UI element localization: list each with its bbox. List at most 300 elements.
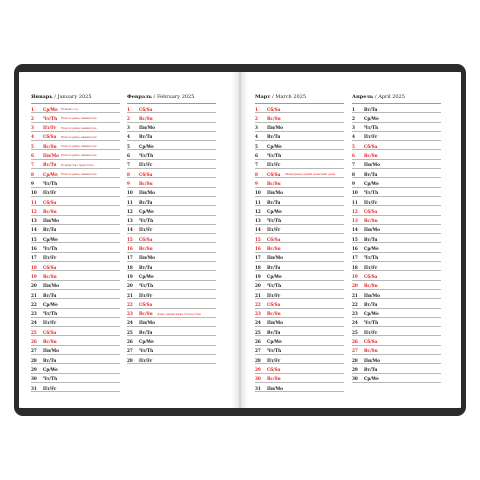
day-number: 11 <box>255 199 261 205</box>
day-number: 13 <box>127 218 133 224</box>
day-number: 20 <box>352 283 358 289</box>
day-row[interactable] <box>255 299 344 308</box>
weekday-label: Пт/Fr <box>43 320 57 326</box>
day-number: 2 <box>352 115 355 121</box>
day-row[interactable] <box>31 197 120 206</box>
weekday-label: Вс/Su <box>267 180 281 186</box>
day-row[interactable] <box>31 178 120 187</box>
weekday-label: Ср/We <box>139 339 154 345</box>
weekday-label: Пн/Mo <box>267 255 283 261</box>
weekday-label: Вт/Tu <box>364 301 378 307</box>
day-row[interactable] <box>255 150 344 159</box>
day-row[interactable] <box>255 374 344 383</box>
day-number: 7 <box>31 162 34 168</box>
day-row[interactable] <box>127 206 216 215</box>
day-number: 27 <box>127 348 133 354</box>
day-number: 29 <box>31 366 37 372</box>
day-row[interactable] <box>31 355 120 364</box>
weekday-label: Пн/Mo <box>139 320 155 326</box>
day-row[interactable] <box>31 123 120 132</box>
weekday-label: Вт/Tu <box>267 329 281 335</box>
holiday-note: Новый год <box>61 107 78 111</box>
weekday-label: Сб/Sa <box>267 236 281 242</box>
day-row[interactable] <box>255 290 344 299</box>
day-row[interactable] <box>127 327 216 336</box>
day-row[interactable] <box>352 169 441 178</box>
weekday-label: Сб/Sa <box>43 264 57 270</box>
day-row[interactable] <box>352 299 441 308</box>
month-header: Январь / January 2025 <box>31 93 120 104</box>
day-row[interactable] <box>352 188 441 197</box>
weekday-label: Вс/Su <box>267 246 281 252</box>
day-row[interactable] <box>31 364 120 373</box>
day-number: 26 <box>352 339 358 345</box>
holiday-note: Рождество Христово <box>61 162 94 167</box>
holiday-note: День защитника Отечества <box>157 311 201 316</box>
day-row[interactable] <box>31 141 120 150</box>
day-number: 6 <box>31 153 34 159</box>
day-number: 5 <box>127 143 130 149</box>
weekday-label: Вс/Su <box>364 218 378 224</box>
day-row[interactable] <box>255 104 344 113</box>
day-row[interactable] <box>127 141 216 150</box>
weekday-label: Вс/Su <box>267 376 281 382</box>
day-row[interactable] <box>352 206 441 215</box>
day-number: 28 <box>352 357 358 363</box>
day-number: 16 <box>352 246 358 252</box>
day-number: 12 <box>127 208 133 214</box>
day-row[interactable] <box>127 299 216 308</box>
weekday-label: Сб/Sa <box>139 301 153 307</box>
weekday-label: Пн/Mo <box>267 385 283 391</box>
day-row[interactable] <box>127 225 216 234</box>
weekday-label: Чт/Th <box>139 283 154 289</box>
day-row[interactable] <box>31 243 120 252</box>
day-number: 29 <box>352 366 358 372</box>
day-number: 28 <box>127 357 133 363</box>
day-row[interactable] <box>31 104 120 113</box>
day-number: 20 <box>255 283 261 289</box>
day-row[interactable] <box>31 132 120 141</box>
weekday-label: Вт/Tu <box>267 134 281 140</box>
day-number: 28 <box>255 357 261 363</box>
weekday-label: Вс/Su <box>43 339 57 345</box>
weekday-label: Ср/We <box>43 236 58 242</box>
day-row[interactable] <box>31 225 120 234</box>
weekday-label: Вс/Su <box>139 115 153 121</box>
day-row[interactable] <box>352 104 441 113</box>
day-number: 7 <box>127 162 130 168</box>
weekday-label: Пт/Fr <box>267 292 281 298</box>
day-row[interactable] <box>255 243 344 252</box>
month-february <box>127 93 216 364</box>
weekday-label: Пт/Fr <box>364 134 378 140</box>
day-number: 9 <box>352 180 355 186</box>
day-number: 21 <box>31 292 37 298</box>
day-row[interactable] <box>31 271 120 280</box>
day-number: 27 <box>31 348 37 354</box>
day-row[interactable] <box>127 132 216 141</box>
weekday-label: Пт/Fr <box>267 162 281 168</box>
weekday-label: Ср/We <box>364 115 379 121</box>
day-row[interactable] <box>352 374 441 383</box>
day-row[interactable] <box>127 253 216 262</box>
day-number: 19 <box>255 273 261 279</box>
day-row[interactable] <box>255 113 344 122</box>
day-number: 16 <box>127 246 133 252</box>
weekday-label: Пн/Mo <box>364 292 380 298</box>
day-row[interactable] <box>352 160 441 169</box>
weekday-label: Вт/Tu <box>43 227 57 233</box>
day-number: 19 <box>31 273 37 279</box>
day-number: 22 <box>127 301 133 307</box>
weekday-label: Сб/Sa <box>267 366 281 372</box>
weekday-label: Пн/Mo <box>139 190 155 196</box>
month-name: Январь <box>31 94 53 100</box>
month-name-en: January 2025 <box>57 94 92 100</box>
day-number: 22 <box>255 301 261 307</box>
day-row[interactable] <box>127 150 216 159</box>
weekday-label: Чт/Th <box>364 125 379 131</box>
day-row[interactable] <box>352 123 441 132</box>
weekday-label: Пн/Mo <box>364 357 380 363</box>
day-row[interactable] <box>127 281 216 290</box>
day-row[interactable] <box>255 206 344 215</box>
day-row[interactable] <box>31 309 120 318</box>
day-number: 30 <box>255 376 261 382</box>
day-number: 1 <box>127 106 130 112</box>
weekday-label: Сб/Sa <box>267 171 281 177</box>
day-row[interactable] <box>127 336 216 345</box>
day-row[interactable] <box>255 327 344 336</box>
day-number: 2 <box>127 115 130 121</box>
day-number: 12 <box>255 208 261 214</box>
day-row[interactable] <box>31 374 120 383</box>
day-number: 11 <box>352 199 358 205</box>
holiday-note: Новогодние каникулы <box>61 116 97 121</box>
day-row[interactable] <box>352 364 441 373</box>
weekday-label: Вт/Tu <box>139 329 153 335</box>
day-number: 10 <box>127 190 133 196</box>
weekday-label: Ср/We <box>139 208 154 214</box>
day-number: 13 <box>255 218 261 224</box>
day-row[interactable] <box>255 169 344 178</box>
weekday-label: Вт/Tu <box>139 264 153 270</box>
day-row[interactable] <box>31 318 120 327</box>
day-row[interactable] <box>352 178 441 187</box>
day-row[interactable] <box>127 188 216 197</box>
day-row[interactable] <box>255 336 344 345</box>
day-number: 25 <box>31 329 37 335</box>
day-row[interactable] <box>31 346 120 355</box>
day-row[interactable] <box>352 318 441 327</box>
day-number: 27 <box>255 348 261 354</box>
day-row[interactable] <box>352 243 441 252</box>
weekday-label: Сб/Sa <box>364 143 378 149</box>
day-number: 18 <box>31 264 37 270</box>
day-row[interactable] <box>255 160 344 169</box>
weekday-label: Пт/Fr <box>267 227 281 233</box>
day-number: 10 <box>352 190 358 196</box>
day-number: 15 <box>352 236 358 242</box>
weekday-label: Сб/Sa <box>139 106 153 112</box>
weekday-label: Пт/Fr <box>267 357 281 363</box>
day-row[interactable] <box>352 216 441 225</box>
weekday-label: Пт/Fr <box>43 190 57 196</box>
day-row[interactable] <box>31 327 120 336</box>
day-number: 18 <box>255 264 261 270</box>
day-row[interactable] <box>255 355 344 364</box>
weekday-label: Ср/We <box>139 143 154 149</box>
day-row[interactable] <box>31 336 120 345</box>
day-row[interactable] <box>352 271 441 280</box>
weekday-label: Вт/Tu <box>139 134 153 140</box>
day-number: 3 <box>31 125 34 131</box>
day-row[interactable] <box>127 113 216 122</box>
day-row[interactable] <box>31 290 120 299</box>
day-row[interactable] <box>255 364 344 373</box>
day-row[interactable] <box>352 290 441 299</box>
day-number: 4 <box>352 134 355 140</box>
day-number: 15 <box>255 236 261 242</box>
day-row[interactable] <box>255 309 344 318</box>
day-number: 3 <box>352 125 355 131</box>
day-row[interactable] <box>31 281 120 290</box>
weekday-label: Чт/Th <box>43 180 58 186</box>
day-row[interactable] <box>352 141 441 150</box>
weekday-label: Ср/We <box>43 171 58 177</box>
day-row[interactable] <box>127 346 216 355</box>
day-row[interactable] <box>352 132 441 141</box>
weekday-label: Сб/Sa <box>43 199 57 205</box>
day-row[interactable] <box>352 234 441 243</box>
day-row[interactable] <box>255 197 344 206</box>
day-row[interactable] <box>255 262 344 271</box>
weekday-label: Чт/Th <box>43 376 58 382</box>
day-row[interactable] <box>31 150 120 159</box>
day-number: 19 <box>352 273 358 279</box>
day-number: 13 <box>352 218 358 224</box>
day-row[interactable] <box>255 123 344 132</box>
day-number: 8 <box>352 171 355 177</box>
weekday-label: Пт/Fr <box>139 227 153 233</box>
day-row[interactable] <box>127 355 216 364</box>
day-number: 12 <box>352 208 358 214</box>
day-row[interactable] <box>255 132 344 141</box>
month-name: Март <box>255 94 271 100</box>
weekday-label: Пн/Mo <box>267 190 283 196</box>
day-row[interactable] <box>255 271 344 280</box>
day-row[interactable] <box>31 113 120 122</box>
day-row[interactable] <box>127 318 216 327</box>
weekday-label: Вт/Tu <box>364 106 378 112</box>
weekday-label: Вс/Su <box>139 246 153 252</box>
weekday-label: Ср/We <box>267 273 282 279</box>
day-row[interactable] <box>127 234 216 243</box>
weekday-label: Ср/We <box>139 273 154 279</box>
day-row[interactable] <box>255 225 344 234</box>
day-number: 6 <box>255 153 258 159</box>
holiday-note: Новогодние каникулы <box>61 134 97 139</box>
weekday-label: Сб/Sa <box>364 208 378 214</box>
day-row[interactable] <box>352 355 441 364</box>
day-row[interactable] <box>352 309 441 318</box>
day-number: 1 <box>352 106 355 112</box>
day-row[interactable] <box>352 281 441 290</box>
day-row[interactable] <box>127 309 216 318</box>
day-number: 3 <box>255 125 258 131</box>
weekday-label: Чт/Th <box>267 153 282 159</box>
day-number: 12 <box>31 208 37 214</box>
day-row[interactable] <box>127 290 216 299</box>
weekday-label: Пн/Mo <box>43 348 59 354</box>
weekday-label: Чт/Th <box>364 320 379 326</box>
page-gutter <box>232 72 248 408</box>
day-number: 29 <box>255 366 261 372</box>
day-number: 7 <box>255 162 258 168</box>
weekday-label: Вт/Tu <box>43 292 57 298</box>
month-name: Февраль <box>127 94 153 100</box>
day-row[interactable] <box>352 253 441 262</box>
day-number: 8 <box>127 171 130 177</box>
weekday-label: Вт/Tu <box>364 236 378 242</box>
day-row[interactable] <box>255 253 344 262</box>
day-row[interactable] <box>127 197 216 206</box>
day-row[interactable] <box>127 104 216 113</box>
weekday-label: Ср/We <box>267 339 282 345</box>
day-row[interactable] <box>31 262 120 271</box>
day-row[interactable] <box>255 178 344 187</box>
day-number: 2 <box>31 115 34 121</box>
day-row[interactable] <box>352 262 441 271</box>
weekday-label: Сб/Sa <box>43 134 57 140</box>
weekday-label: Сб/Sa <box>139 236 153 242</box>
holiday-note: Новогодние каникулы <box>61 172 97 177</box>
weekday-label: Чт/Th <box>43 311 58 317</box>
weekday-label: Пн/Mo <box>43 218 59 224</box>
month-january <box>31 93 120 392</box>
weekday-label: Пн/Mo <box>43 283 59 289</box>
day-row[interactable] <box>255 318 344 327</box>
weekday-label: Вт/Tu <box>267 199 281 205</box>
weekday-label: Чт/Th <box>139 218 154 224</box>
day-row[interactable] <box>127 271 216 280</box>
day-number: 21 <box>127 292 133 298</box>
day-row[interactable] <box>352 150 441 159</box>
weekday-label: Пт/Fr <box>364 264 378 270</box>
day-number: 5 <box>255 143 258 149</box>
day-row[interactable] <box>352 197 441 206</box>
month-header: Март / March 2025 <box>255 93 344 104</box>
day-row[interactable] <box>255 383 344 392</box>
day-number: 25 <box>255 329 261 335</box>
day-row[interactable] <box>127 160 216 169</box>
day-number: 25 <box>127 329 133 335</box>
weekday-label: Ср/We <box>267 208 282 214</box>
day-row[interactable] <box>352 225 441 234</box>
weekday-label: Вт/Tu <box>267 264 281 270</box>
weekday-label: Сб/Sa <box>267 301 281 307</box>
weekday-label: Ср/We <box>43 106 58 112</box>
day-row[interactable] <box>127 123 216 132</box>
weekday-label: Вт/Tu <box>43 162 57 168</box>
day-row[interactable] <box>31 299 120 308</box>
day-number: 30 <box>352 376 358 382</box>
day-row[interactable] <box>352 113 441 122</box>
weekday-label: Вс/Su <box>139 311 153 317</box>
day-row[interactable] <box>31 160 120 169</box>
day-number: 5 <box>352 143 355 149</box>
day-row[interactable] <box>31 234 120 243</box>
day-row[interactable] <box>31 169 120 178</box>
weekday-label: Чт/Th <box>43 246 58 252</box>
month-header: Февраль / February 2025 <box>127 93 216 104</box>
day-number: 26 <box>127 339 133 345</box>
day-number: 1 <box>255 106 258 112</box>
day-row[interactable] <box>31 253 120 262</box>
day-number: 14 <box>352 227 358 233</box>
day-number: 2 <box>255 115 258 121</box>
day-number: 8 <box>31 171 34 177</box>
day-row[interactable] <box>255 281 344 290</box>
holiday-note: Новогодние каникулы <box>61 153 97 158</box>
day-number: 24 <box>352 320 358 326</box>
month-name-en: March 2025 <box>275 94 307 100</box>
day-row[interactable] <box>352 346 441 355</box>
day-number: 28 <box>31 357 37 363</box>
day-number: 31 <box>255 385 261 391</box>
day-row[interactable] <box>255 234 344 243</box>
day-row[interactable] <box>255 216 344 225</box>
day-row[interactable] <box>31 383 120 392</box>
day-row[interactable] <box>127 178 216 187</box>
day-number: 9 <box>127 180 130 186</box>
day-row[interactable] <box>255 346 344 355</box>
weekday-label: Пт/Fr <box>43 125 57 131</box>
day-row[interactable] <box>31 216 120 225</box>
weekday-label: Чт/Th <box>267 283 282 289</box>
day-number: 23 <box>31 311 37 317</box>
weekday-label: Пт/Fr <box>364 199 378 205</box>
day-row[interactable] <box>127 262 216 271</box>
holiday-note: Новогодние каникулы <box>61 144 97 149</box>
weekday-label: Вс/Su <box>267 311 281 317</box>
weekday-label: Ср/We <box>267 143 282 149</box>
day-number: 16 <box>255 246 261 252</box>
day-row[interactable] <box>127 216 216 225</box>
day-row[interactable] <box>31 188 120 197</box>
weekday-label: Пт/Fr <box>43 385 57 391</box>
weekday-label: Ср/We <box>364 311 379 317</box>
day-number: 18 <box>352 264 358 270</box>
day-number: 25 <box>352 329 358 335</box>
day-row[interactable] <box>31 206 120 215</box>
weekday-label: Чт/Th <box>267 218 282 224</box>
day-row[interactable] <box>255 141 344 150</box>
day-number: 15 <box>31 236 37 242</box>
day-row[interactable] <box>352 327 441 336</box>
day-number: 15 <box>127 236 133 242</box>
month-march <box>255 93 344 392</box>
day-row[interactable] <box>255 188 344 197</box>
day-number: 26 <box>31 339 37 345</box>
day-row[interactable] <box>127 169 216 178</box>
holiday-note: Международный женский день <box>285 172 336 177</box>
day-row[interactable] <box>352 336 441 345</box>
day-number: 24 <box>255 320 261 326</box>
weekday-label: Чт/Th <box>364 190 379 196</box>
day-row[interactable] <box>127 243 216 252</box>
